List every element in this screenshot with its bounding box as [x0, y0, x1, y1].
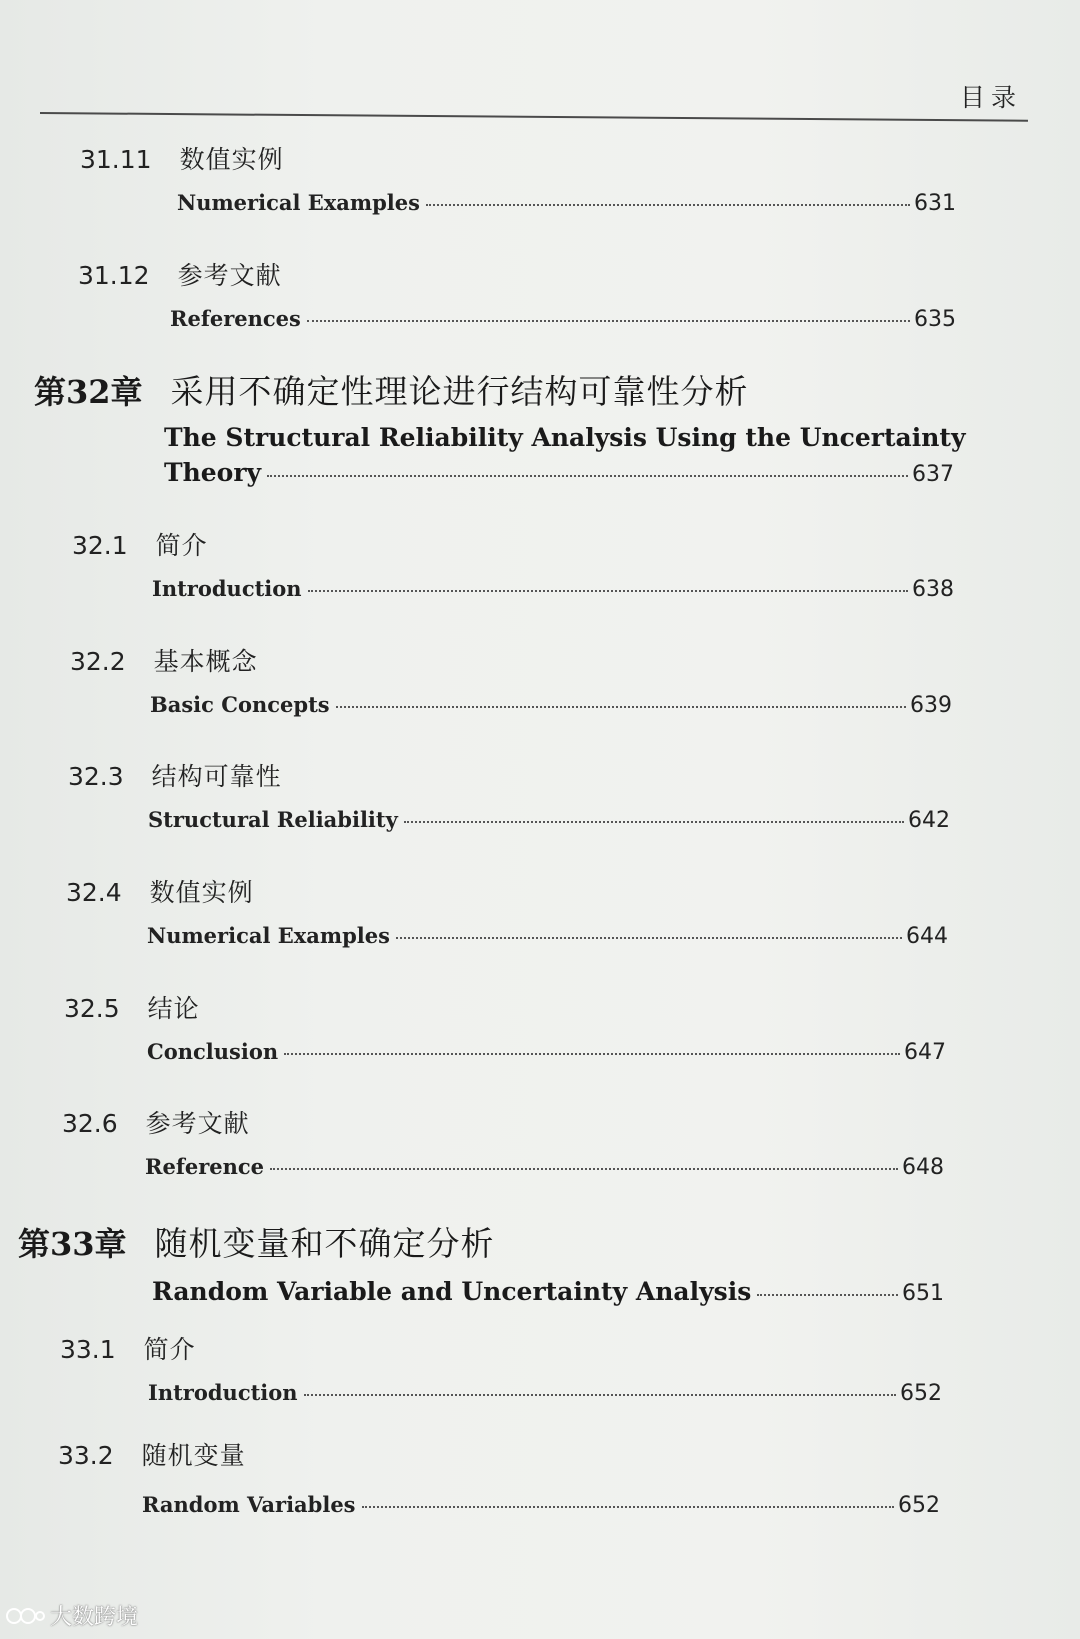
page-number: 647 [904, 1040, 946, 1065]
section-title-en: Conclusion [147, 1039, 279, 1064]
section-title-cn: 结构可靠性 [151, 762, 282, 791]
page-number: 637 [912, 462, 954, 487]
page-number: 652 [898, 1493, 940, 1518]
toc-entry[interactable] [64, 989, 946, 1065]
toc-chapter[interactable] [18, 1218, 944, 1306]
page-number: 631 [914, 191, 956, 216]
page-number: 638 [912, 577, 954, 602]
section-number: 31.12 [78, 261, 150, 290]
watermark-logo-icon [6, 1604, 46, 1628]
section-title-en: References [170, 306, 301, 331]
toc-entry[interactable] [68, 757, 950, 833]
page-number: 635 [914, 307, 956, 332]
page-number: 639 [910, 693, 952, 718]
toc-entry[interactable] [72, 526, 954, 602]
toc-chapter[interactable] [34, 366, 966, 487]
section-number: 32.4 [66, 878, 122, 907]
toc-entry[interactable] [58, 1436, 940, 1518]
section-number: 32.5 [64, 994, 120, 1023]
chapter-title-cn: 采用不确定性理论进行结构可靠性分析 [170, 372, 749, 411]
chapter-title-cn: 随机变量和不确定分析 [154, 1224, 495, 1263]
section-number: 32.3 [68, 762, 124, 791]
section-title-en: Basic Concepts [150, 692, 330, 717]
watermark [6, 1600, 138, 1631]
dot-leader [362, 1506, 895, 1508]
dot-leader [336, 706, 906, 708]
dot-leader [270, 1168, 898, 1170]
page-number: 652 [900, 1381, 942, 1406]
page-number: 642 [908, 808, 950, 833]
header-rule [40, 112, 1028, 122]
dot-leader [308, 590, 908, 592]
dot-leader [284, 1053, 900, 1055]
dot-leader [307, 320, 910, 322]
section-title-cn: 简介 [155, 531, 208, 560]
section-number: 33.1 [60, 1335, 116, 1364]
section-number: 31.11 [80, 145, 152, 174]
section-title-cn: 数值实例 [149, 878, 254, 907]
chapter-title-en-line2: Theory [164, 458, 262, 487]
section-title-cn: 数值实例 [179, 145, 284, 174]
section-title-en: Introduction [152, 576, 302, 601]
section-number: 33.2 [58, 1441, 114, 1470]
toc-entry[interactable] [78, 256, 956, 332]
dot-leader [267, 475, 908, 477]
toc-entry[interactable] [60, 1330, 942, 1406]
page-header: 目录 [959, 83, 1022, 112]
section-title-en: Numerical Examples [147, 923, 390, 948]
chapter-title-en-line1: The Structural Reliability Analysis Using the Uncertainty [164, 423, 966, 452]
dot-leader [426, 204, 910, 206]
toc-entry[interactable] [70, 642, 952, 718]
section-number: 32.6 [62, 1109, 118, 1138]
dot-leader [304, 1394, 896, 1396]
section-title-cn: 参考文献 [177, 261, 282, 290]
section-title-en: Introduction [148, 1380, 298, 1405]
toc-entry[interactable] [62, 1104, 944, 1180]
section-title-cn: 基本概念 [153, 647, 258, 676]
section-title-cn: 随机变量 [141, 1441, 246, 1470]
chapter-number: 第32章 [34, 373, 143, 411]
section-title-cn: 参考文献 [145, 1109, 250, 1138]
toc-entry[interactable] [80, 140, 956, 216]
chapter-title-en: Random Variable and Uncertainty Analysis [152, 1277, 752, 1306]
section-title-cn: 简介 [143, 1335, 196, 1364]
section-number: 32.1 [72, 531, 128, 560]
dot-leader [396, 937, 902, 939]
dot-leader [404, 821, 904, 823]
page-number: 648 [902, 1155, 944, 1180]
dot-leader [757, 1294, 898, 1296]
section-title-en: Structural Reliability [148, 807, 398, 832]
section-title-en: Random Variables [142, 1492, 356, 1517]
watermark-text: 大数跨境 [50, 1605, 139, 1630]
page-number: 651 [902, 1281, 944, 1306]
section-number: 32.2 [70, 647, 126, 676]
page-number: 644 [906, 924, 948, 949]
section-title-en: Reference [145, 1154, 265, 1179]
toc-entry[interactable] [66, 873, 948, 949]
section-title-cn: 结论 [147, 994, 200, 1023]
section-title-en: Numerical Examples [177, 190, 420, 215]
chapter-number: 第33章 [18, 1225, 127, 1263]
